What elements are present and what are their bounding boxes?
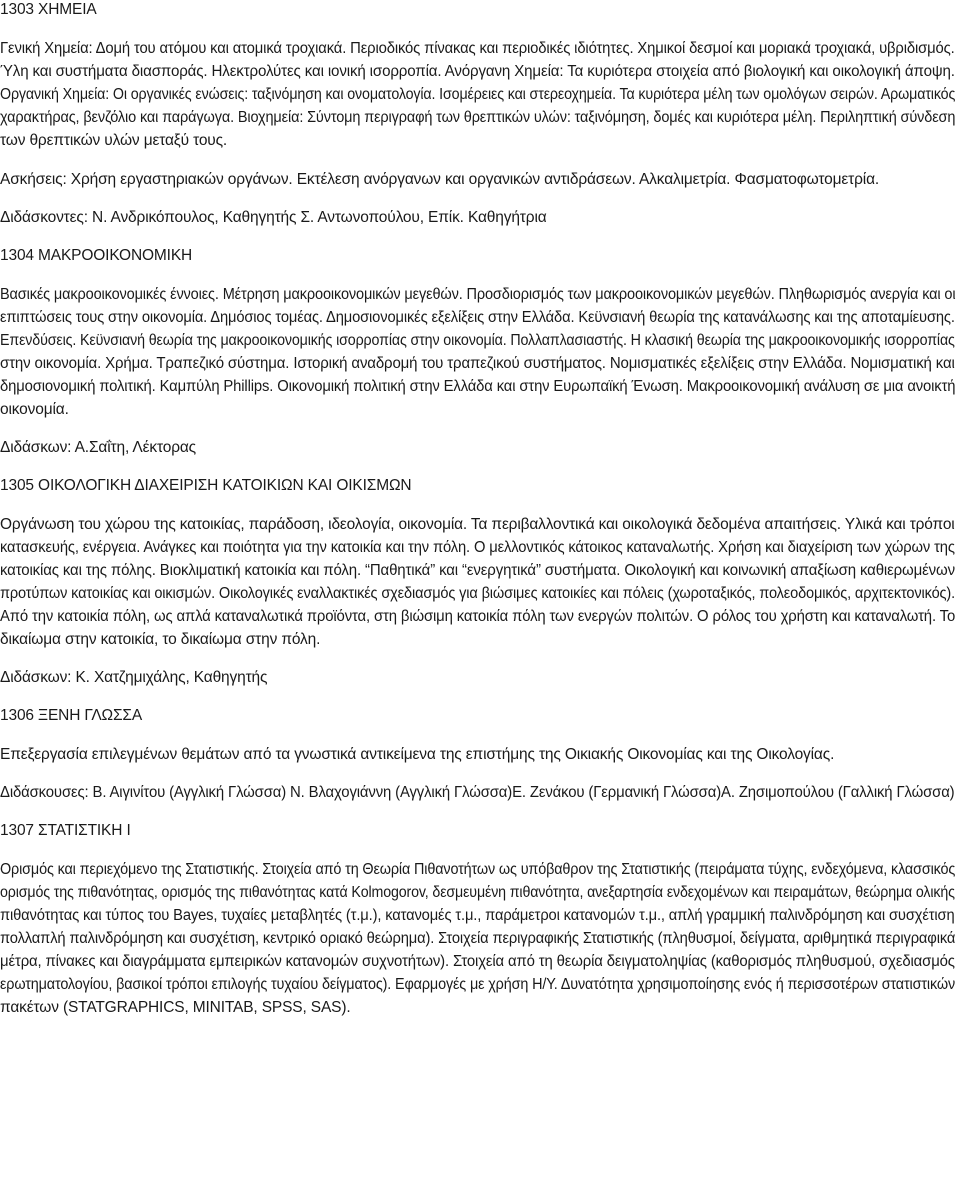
course-description-line: μέτρα, πίνακες και διαγράμματα εμπειρικών κατανομών συχνοτήτων). Στοιχεία από τη θεωρία δειγματοληψίας (καθορισμός πληθυσμού, σχεδιασμός [0,953,955,970]
course-description-line: στην οικονομία. Χρήμα. Τραπεζικό σύστημα. Ιστορική αναδρομή του τραπεζικού συστήματος. Νομισματικές εξελίξεις στην Ελλάδα. Νομισματική και [0,355,955,372]
course-instructors: Διδάσκων: Α.Σαΐτη, Λέκτορας [0,439,196,456]
course-description-line: Επεξεργασία επιλεγμένων θεμάτων από τα γνωστικά αντικείμενα της επιστήμης της Οικιακής Οικονομίας και της Οικολογίας. [0,746,835,763]
course-title-macroeconomics: 1304 ΜΑΚΡΟΟΙΚΟΝΟΜΙΚΗ [0,247,193,264]
course-description-line: δημοσιονομική πολιτική. Καμπύλη Phillips. Οικονομική πολιτική στην Ελλάδα και στην Ευρωπαϊκή Ένωση. Μακροοικονομική ανάλυση σε μια ανοικτή [0,378,956,395]
course-description-line: επιπτώσεις τους στην οικονομία. Δημόσιος τομέας. Δημοσιονομικές εξελίξεις στην Ελλάδα. Κεϋνσιανή θεωρία της κατανάλωσης και της αποταμίευσης. [0,309,955,326]
course-description-line: πιθανότητας και τύπος του Bayes, τυχαίες μεταβλητές (τ.μ.), κατανομές τ.μ., παράμετροι κατανομών τ.μ., απλή γραμμική παλινδρόμηση και συσχέτιση [0,907,955,924]
course-description-line: ερωτηματολογίου, βασικοί τρόποι επιλογής τυχαίου δείγματος). Εφαρμογές με χρήση Η/Υ. Δυνατότητα χρησιμοποίησης ενός ή περισσοτέρων στατιστικών [0,976,956,993]
course-description-line: δικαίωμα στην κατοικία, το δικαίωμα στην πόλη. [0,631,321,648]
course-instructors: Διδάσκοντες: Ν. Ανδρικόπουλος, Καθηγητής Σ. Αντωνοπούλου, Επίκ. Καθηγήτρια [0,209,547,226]
course-title-ecological-housing: 1305 ΟΙΚΟΛΟΓΙΚΗ ΔΙΑΧΕΙΡΙΣΗ ΚΑΤΟΙΚΙΩΝ ΚΑΙ ΟΙΚΙΣΜΩΝ [0,477,412,494]
course-description-line: των θρεπτικών υλών μεταξύ τους. [0,132,228,149]
course-instructors: Διδάσκουσες: Β. Αιγινίτου (Αγγλική Γλώσσα) Ν. Βλαχογιάννη (Αγγλική Γλώσσα)Ε. Ζενάκου (Γερμανική Γλώσσα)Α. Ζησιμοπούλου (Γαλλική Γλώσσα) [0,784,955,801]
course-description-line: Από την κατοικία πόλη, ως απλά καταναλωτικά προϊόντα, στη βιώσιμη κατοικία πόλη των ενεργών πολιτών. Ο ρόλος του χρήστη και καταναλωτή. Το [0,608,956,625]
course-description-line: Οργανική Χημεία: Οι οργανικές ενώσεις: ταξινόμηση και ονοματολογία. Ισομέρειες και στερεοχημεία. Τα κυριότερα μέλη των ομολόγων σειρών. Αρωματικός [0,86,956,103]
course-description-line: πολλαπλή παλινδρόμηση και συσχέτιση, κεντρικό οριακό θεώρημα). Στοιχεία περιγραφικής Στατιστικής (πληθυσμοί, δείγματα, αριθμητικά περιγραφικά [0,930,956,947]
course-description-line: πακέτων (STATGRAPHICS, MINITAB, SPSS, SAS). [0,999,351,1016]
course-description-line: χαρακτήρας, βενζόλιο και παράγωγα. Βιοχημεία: Σύντομη περιγραφή των θρεπτικών υλών: ταξινόμηση, δομές και κυριότερα μέλη. Περιληπτική σύνδεση [0,109,956,126]
course-description-line: ορισμός της πιθανότητας, ορισμός της πιθανότητας κατά Kolmogorov, δεσμευμένη πιθανότητα, ανεξαρτησία ενδεχομένων και πειραμάτων, θεώρημα ολικής [0,884,955,901]
course-title-foreign-language: 1306 ΞΕΝΗ ΓΛΩΣΣΑ [0,707,143,724]
course-title-statistics: 1307 ΣΤΑΤΙΣΤΙΚΗ Ι [0,822,131,839]
course-description-line: Οργάνωση του χώρου της κατοικίας, παράδοση, ιδεολογία, οικονομία. Τα περιβαλλοντικά και οικολογικά δεδομένα απαιτήσεις. Υλικά και τρόποι [0,516,955,533]
course-description-line: Γενική Χημεία: Δομή του ατόμου και ατομικά τροχιακά. Περιοδικός πίνακας και περιοδικές ιδιότητες. Χημικοί δεσμοί και μοριακά τροχιακά, υβριδισμός. [0,40,955,57]
course-title-chemistry: 1303 ΧΗΜΕΙΑ [0,1,97,18]
course-exercises-line: Ασκήσεις: Χρήση εργαστηριακών οργάνων. Εκτέλεση ανόργανων και οργανικών αντιδράσεων. Αλκαλιμετρία. Φασματοφωτομετρία. [0,171,880,188]
course-description-line: κατοικίας και της πόλης. Βιοκλιματική κατοικία και πόλη. “Παθητικά” και “ενεργητικά” συστήματα. Οικολογική και κοινωνική απαξίωση καθιερωμένων [0,562,955,579]
course-description-line: οικονομία. [0,401,69,418]
course-description-line: Ύλη και συστήματα διασποράς. Ηλεκτρολύτες και ιονική ισορροπία. Ανόργανη Χημεία: Τα κυριότερα στοιχεία από βιολογική και οικολογική άποψη. [0,63,955,80]
course-description-line: προτύπων κατοικίας και οικισμών. Οικολογικές εναλλακτικές σχεδιασμός για βιώσιμες κατοικίες και πόλεις (χωροταξικός, πολεοδομικός, αρχιτεκτονικός). [0,585,956,602]
course-description-line: κατασκευής, ενέργεια. Ανάγκες και ποιότητα για την κατοικία και την πόλη. Ο μελλοντικός κάτοικος καταναλωτής. Χρήση και διαχείριση των χώρων της [0,539,955,556]
course-description-line: Βασικές μακροοικονομικές έννοιες. Μέτρηση μακροοικονομικών μεγεθών. Προσδιορισμός των μακροοικονομικών μεγεθών. Πληθωρισμός ανεργία και οι [0,286,956,303]
course-instructors: Διδάσκων: Κ. Χατζημιχάλης, Καθηγητής [0,669,268,686]
course-description-line: Επενδύσεις. Κεϋνσιανή θεωρία της μακροοικονομικής ισορροπίας στην οικονομία. Πολλαπλασιαστής. Η κλασική θεωρία της μακροοικονομικής ισορροπίας [0,332,955,349]
course-description-line: Ορισμός και περιεχόμενο της Στατιστικής. Στοιχεία από τη Θεωρία Πιθανοτήτων ως υπόβαθρον της Στατιστικής (πειράματα τύχης, ενδεχόμενα, κλασσικός [0,861,956,878]
